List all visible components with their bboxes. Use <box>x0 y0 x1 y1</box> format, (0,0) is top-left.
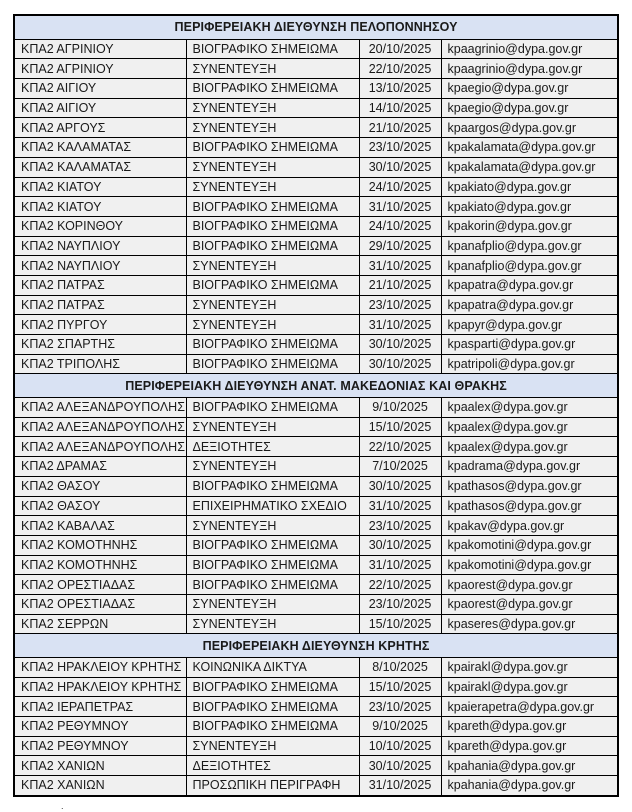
date-cell: 30/10/2025 <box>359 335 441 355</box>
office-cell: ΚΠΑ2 ΗΡΑΚΛΕΙΟΥ ΚΡΗΤΗΣ <box>14 677 186 697</box>
table-row <box>14 39 618 59</box>
email-cell: kpapatra@dypa.gov.gr <box>441 275 618 295</box>
document-type-cell: ΣΥΝΕΝΤΕΥΞΗ <box>186 256 359 276</box>
date-cell: 22/10/2025 <box>359 59 441 79</box>
table-row <box>14 417 618 437</box>
date-cell: 23/10/2025 <box>359 594 441 614</box>
email-cell: kpakiato@dypa.gov.gr <box>441 197 618 217</box>
email-cell: kpathasos@dypa.gov.gr <box>441 476 618 496</box>
document-type-cell: ΣΥΝΕΝΤΕΥΞΗ <box>186 516 359 536</box>
document-type-cell: ΣΥΝΕΝΤΕΥΞΗ <box>186 157 359 177</box>
email-cell: kpadrama@dypa.gov.gr <box>441 457 618 477</box>
table-row <box>14 118 618 138</box>
email-cell: kpathasos@dypa.gov.gr <box>441 496 618 516</box>
section-header-row <box>14 374 618 398</box>
table-row <box>14 476 618 496</box>
document-type-cell: ΒΙΟΓΡΑΦΙΚΟ ΣΗΜΕΙΩΜΑ <box>186 236 359 256</box>
office-cell: ΚΠΑ2 ΠΑΤΡΑΣ <box>14 275 186 295</box>
date-cell: 9/10/2025 <box>359 717 441 737</box>
document-type-cell: ΒΙΟΓΡΑΦΙΚΟ ΣΗΜΕΙΩΜΑ <box>186 575 359 595</box>
document-type-cell: ΒΙΟΓΡΑΦΙΚΟ ΣΗΜΕΙΩΜΑ <box>186 476 359 496</box>
email-cell: kpairakl@dypa.gov.gr <box>441 677 618 697</box>
date-cell: 30/10/2025 <box>359 157 441 177</box>
office-cell: ΚΠΑ2 ΑΛΕΞΑΝΔΡΟΥΠΟΛΗΣ <box>14 417 186 437</box>
office-cell: ΚΠΑ2 ΑΓΡΙΝΙΟΥ <box>14 59 186 79</box>
document-type-cell: ΒΙΟΓΡΑΦΙΚΟ ΣΗΜΕΙΩΜΑ <box>186 335 359 355</box>
email-cell: kpaegio@dypa.gov.gr <box>441 79 618 99</box>
email-cell: kpakalamata@dypa.gov.gr <box>441 157 618 177</box>
email-cell: kpakav@dypa.gov.gr <box>441 516 618 536</box>
date-cell: 31/10/2025 <box>359 197 441 217</box>
office-cell: ΚΠΑ2 ΚΙΑΤΟΥ <box>14 177 186 197</box>
table-row <box>14 457 618 477</box>
table-row <box>14 59 618 79</box>
email-cell: kpaseres@dypa.gov.gr <box>441 614 618 634</box>
office-cell: ΚΠΑ2 ΑΙΓΙΟΥ <box>14 79 186 99</box>
document-type-cell: ΔΕΞΙΟΤΗΤΕΣ <box>186 756 359 776</box>
email-cell: kpanafplio@dypa.gov.gr <box>441 256 618 276</box>
table-row <box>14 437 618 457</box>
date-cell: 24/10/2025 <box>359 177 441 197</box>
cut-off-text-artifact: . <box>61 801 64 811</box>
document-type-cell: ΣΥΝΕΝΤΕΥΞΗ <box>186 736 359 756</box>
email-cell: kpareth@dypa.gov.gr <box>441 736 618 756</box>
table-row <box>14 197 618 217</box>
document-type-cell: ΣΥΝΕΝΤΕΥΞΗ <box>186 315 359 335</box>
date-cell: 31/10/2025 <box>359 496 441 516</box>
email-cell: kpakorin@dypa.gov.gr <box>441 216 618 236</box>
document-type-cell: ΣΥΝΕΝΤΕΥΞΗ <box>186 98 359 118</box>
section-header-row <box>14 634 618 658</box>
email-cell: kpaagrinio@dypa.gov.gr <box>441 59 618 79</box>
table-row <box>14 236 618 256</box>
document-type-cell: ΒΙΟΓΡΑΦΙΚΟ ΣΗΜΕΙΩΜΑ <box>186 216 359 236</box>
office-cell: ΚΠΑ2 ΚΟΜΟΤΗΝΗΣ <box>14 555 186 575</box>
office-cell: ΚΠΑ2 ΤΡΙΠΟΛΗΣ <box>14 354 186 374</box>
email-cell: kpaagrinio@dypa.gov.gr <box>441 39 618 59</box>
table-row <box>14 555 618 575</box>
table-row <box>14 256 618 276</box>
table-row <box>14 335 618 355</box>
date-cell: 7/10/2025 <box>359 457 441 477</box>
document-type-cell: ΣΥΝΕΝΤΕΥΞΗ <box>186 417 359 437</box>
table-row <box>14 295 618 315</box>
office-cell: ΚΠΑ2 ΠΥΡΓΟΥ <box>14 315 186 335</box>
table-row <box>14 658 618 678</box>
section-header-row <box>14 15 618 39</box>
table-row <box>14 594 618 614</box>
date-cell: 21/10/2025 <box>359 275 441 295</box>
office-cell: ΚΠΑ2 ΑΙΓΙΟΥ <box>14 98 186 118</box>
date-cell: 20/10/2025 <box>359 39 441 59</box>
email-cell: kpasparti@dypa.gov.gr <box>441 335 618 355</box>
email-cell: kpahania@dypa.gov.gr <box>441 756 618 776</box>
date-cell: 15/10/2025 <box>359 417 441 437</box>
date-cell: 13/10/2025 <box>359 79 441 99</box>
document-type-cell: ΒΙΟΓΡΑΦΙΚΟ ΣΗΜΕΙΩΜΑ <box>186 138 359 158</box>
office-cell: ΚΠΑ2 ΧΑΝΙΩΝ <box>14 776 186 796</box>
table-row <box>14 677 618 697</box>
email-cell: kpaalex@dypa.gov.gr <box>441 417 618 437</box>
document-type-cell: ΠΡΟΣΩΠΙΚΗ ΠΕΡΙΓΡΑΦΗ <box>186 776 359 796</box>
email-cell: kpaorest@dypa.gov.gr <box>441 594 618 614</box>
document-type-cell: ΒΙΟΓΡΑΦΙΚΟ ΣΗΜΕΙΩΜΑ <box>186 197 359 217</box>
office-cell: ΚΠΑ2 ΑΛΕΞΑΝΔΡΟΥΠΟΛΗΣ <box>14 398 186 418</box>
document-type-cell: ΒΙΟΓΡΑΦΙΚΟ ΣΗΜΕΙΩΜΑ <box>186 717 359 737</box>
table-row <box>14 614 618 634</box>
table-row <box>14 79 618 99</box>
document-type-cell: ΣΥΝΕΝΤΕΥΞΗ <box>186 59 359 79</box>
email-cell: kpatripoli@dypa.gov.gr <box>441 354 618 374</box>
table-row <box>14 756 618 776</box>
table-row <box>14 717 618 737</box>
email-cell: kpareth@dypa.gov.gr <box>441 717 618 737</box>
office-cell: ΚΠΑ2 ΑΡΓΟΥΣ <box>14 118 186 138</box>
table-row <box>14 177 618 197</box>
schedule-table-body <box>14 15 618 796</box>
email-cell: kpakiato@dypa.gov.gr <box>441 177 618 197</box>
office-cell: ΚΠΑ2 ΟΡΕΣΤΙΑΔΑΣ <box>14 575 186 595</box>
document-type-cell: ΒΙΟΓΡΑΦΙΚΟ ΣΗΜΕΙΩΜΑ <box>186 677 359 697</box>
table-row <box>14 496 618 516</box>
document-type-cell: ΔΕΞΙΟΤΗΤΕΣ <box>186 437 359 457</box>
office-cell: ΚΠΑ2 ΡΕΘΥΜΝΟΥ <box>14 717 186 737</box>
date-cell: 31/10/2025 <box>359 776 441 796</box>
table-row <box>14 776 618 796</box>
date-cell: 30/10/2025 <box>359 756 441 776</box>
email-cell: kpaargos@dypa.gov.gr <box>441 118 618 138</box>
date-cell: 22/10/2025 <box>359 575 441 595</box>
section-title: ΠΕΡΙΦΕΡΕΙΑΚΗ ΔΙΕΥΘΥΝΣΗ ΑΝΑΤ. ΜΑΚΕΔΟΝΙΑΣ ΚΑΙ ΘΡΑΚΗΣ <box>14 374 618 398</box>
office-cell: ΚΠΑ2 ΧΑΝΙΩΝ <box>14 756 186 776</box>
document-type-cell: ΒΙΟΓΡΑΦΙΚΟ ΣΗΜΕΙΩΜΑ <box>186 555 359 575</box>
document-type-cell: ΕΠΙΧΕΙΡΗΜΑΤΙΚΟ ΣΧΕΔΙΟ <box>186 496 359 516</box>
table-row <box>14 315 618 335</box>
document-type-cell: ΒΙΟΓΡΑΦΙΚΟ ΣΗΜΕΙΩΜΑ <box>186 535 359 555</box>
office-cell: ΚΠΑ2 ΚΟΜΟΤΗΝΗΣ <box>14 535 186 555</box>
document-type-cell: ΒΙΟΓΡΑΦΙΚΟ ΣΗΜΕΙΩΜΑ <box>186 79 359 99</box>
office-cell: ΚΠΑ2 ΡΕΘΥΜΝΟΥ <box>14 736 186 756</box>
table-row <box>14 697 618 717</box>
office-cell: ΚΠΑ2 ΑΓΡΙΝΙΟΥ <box>14 39 186 59</box>
document-type-cell: ΣΥΝΕΝΤΕΥΞΗ <box>186 118 359 138</box>
table-row <box>14 216 618 236</box>
office-cell: ΚΠΑ2 ΑΛΕΞΑΝΔΡΟΥΠΟΛΗΣ <box>14 437 186 457</box>
email-cell: kpapatra@dypa.gov.gr <box>441 295 618 315</box>
office-cell: ΚΠΑ2 ΚΙΑΤΟΥ <box>14 197 186 217</box>
document-type-cell: ΒΙΟΓΡΑΦΙΚΟ ΣΗΜΕΙΩΜΑ <box>186 39 359 59</box>
email-cell: kpakomotini@dypa.gov.gr <box>441 535 618 555</box>
date-cell: 24/10/2025 <box>359 216 441 236</box>
document-type-cell: ΚΟΙΝΩΝΙΚΑ ΔΙΚΤΥΑ <box>186 658 359 678</box>
table-row <box>14 516 618 536</box>
date-cell: 9/10/2025 <box>359 398 441 418</box>
email-cell: kpaalex@dypa.gov.gr <box>441 437 618 457</box>
document-type-cell: ΣΥΝΕΝΤΕΥΞΗ <box>186 295 359 315</box>
table-row <box>14 736 618 756</box>
office-cell: ΚΠΑ2 ΘΑΣΟΥ <box>14 496 186 516</box>
date-cell: 23/10/2025 <box>359 516 441 536</box>
date-cell: 23/10/2025 <box>359 138 441 158</box>
date-cell: 30/10/2025 <box>359 476 441 496</box>
office-cell: ΚΠΑ2 ΚΑΒΑΛΑΣ <box>14 516 186 536</box>
table-row <box>14 98 618 118</box>
email-cell: kpakomotini@dypa.gov.gr <box>441 555 618 575</box>
section-title: ΠΕΡΙΦΕΡΕΙΑΚΗ ΔΙΕΥΘΥΝΣΗ ΚΡΗΤΗΣ <box>14 634 618 658</box>
document-type-cell: ΒΙΟΓΡΑΦΙΚΟ ΣΗΜΕΙΩΜΑ <box>186 354 359 374</box>
document-type-cell: ΒΙΟΓΡΑΦΙΚΟ ΣΗΜΕΙΩΜΑ <box>186 275 359 295</box>
office-cell: ΚΠΑ2 ΣΠΑΡΤΗΣ <box>14 335 186 355</box>
date-cell: 8/10/2025 <box>359 658 441 678</box>
document-type-cell: ΣΥΝΕΝΤΕΥΞΗ <box>186 457 359 477</box>
email-cell: kpapyr@dypa.gov.gr <box>441 315 618 335</box>
date-cell: 23/10/2025 <box>359 295 441 315</box>
office-cell: ΚΠΑ2 ΝΑΥΠΛΙΟΥ <box>14 236 186 256</box>
document-type-cell: ΒΙΟΓΡΑΦΙΚΟ ΣΗΜΕΙΩΜΑ <box>186 398 359 418</box>
office-cell: ΚΠΑ2 ΔΡΑΜΑΣ <box>14 457 186 477</box>
date-cell: 15/10/2025 <box>359 677 441 697</box>
schedule-table <box>13 14 619 797</box>
document-type-cell: ΣΥΝΕΝΤΕΥΞΗ <box>186 177 359 197</box>
date-cell: 31/10/2025 <box>359 555 441 575</box>
office-cell: ΚΠΑ2 ΚΑΛΑΜΑΤΑΣ <box>14 157 186 177</box>
document-type-cell: ΒΙΟΓΡΑΦΙΚΟ ΣΗΜΕΙΩΜΑ <box>186 697 359 717</box>
office-cell: ΚΠΑ2 ΟΡΕΣΤΙΑΔΑΣ <box>14 594 186 614</box>
date-cell: 29/10/2025 <box>359 236 441 256</box>
office-cell: ΚΠΑ2 ΗΡΑΚΛΕΙΟΥ ΚΡΗΤΗΣ <box>14 658 186 678</box>
date-cell: 15/10/2025 <box>359 614 441 634</box>
email-cell: kpaalex@dypa.gov.gr <box>441 398 618 418</box>
office-cell: ΚΠΑ2 ΠΑΤΡΑΣ <box>14 295 186 315</box>
email-cell: kpairakl@dypa.gov.gr <box>441 658 618 678</box>
office-cell: ΚΠΑ2 ΘΑΣΟΥ <box>14 476 186 496</box>
office-cell: ΚΠΑ2 ΝΑΥΠΛΙΟΥ <box>14 256 186 276</box>
document-type-cell: ΣΥΝΕΝΤΕΥΞΗ <box>186 614 359 634</box>
email-cell: kpaorest@dypa.gov.gr <box>441 575 618 595</box>
date-cell: 30/10/2025 <box>359 354 441 374</box>
document-type-cell: ΣΥΝΕΝΤΕΥΞΗ <box>186 594 359 614</box>
date-cell: 10/10/2025 <box>359 736 441 756</box>
office-cell: ΚΠΑ2 ΚΑΛΑΜΑΤΑΣ <box>14 138 186 158</box>
office-cell: ΚΠΑ2 ΚΟΡΙΝΘΟΥ <box>14 216 186 236</box>
date-cell: 23/10/2025 <box>359 697 441 717</box>
email-cell: kpahania@dypa.gov.gr <box>441 776 618 796</box>
email-cell: kpaierapetra@dypa.gov.gr <box>441 697 618 717</box>
office-cell: ΚΠΑ2 ΣΕΡΡΩΝ <box>14 614 186 634</box>
table-row <box>14 138 618 158</box>
date-cell: 14/10/2025 <box>359 98 441 118</box>
date-cell: 22/10/2025 <box>359 437 441 457</box>
email-cell: kpanafplio@dypa.gov.gr <box>441 236 618 256</box>
date-cell: 21/10/2025 <box>359 118 441 138</box>
table-row <box>14 575 618 595</box>
table-row <box>14 275 618 295</box>
email-cell: kpaegio@dypa.gov.gr <box>441 98 618 118</box>
date-cell: 30/10/2025 <box>359 535 441 555</box>
table-row <box>14 535 618 555</box>
email-cell: kpakalamata@dypa.gov.gr <box>441 138 618 158</box>
table-row <box>14 157 618 177</box>
office-cell: ΚΠΑ2 ΙΕΡΑΠΕΤΡΑΣ <box>14 697 186 717</box>
date-cell: 31/10/2025 <box>359 315 441 335</box>
table-row <box>14 398 618 418</box>
table-row <box>14 354 618 374</box>
section-title: ΠΕΡΙΦΕΡΕΙΑΚΗ ΔΙΕΥΘΥΝΣΗ ΠΕΛΟΠΟΝΝΗΣΟΥ <box>14 15 618 39</box>
date-cell: 31/10/2025 <box>359 256 441 276</box>
